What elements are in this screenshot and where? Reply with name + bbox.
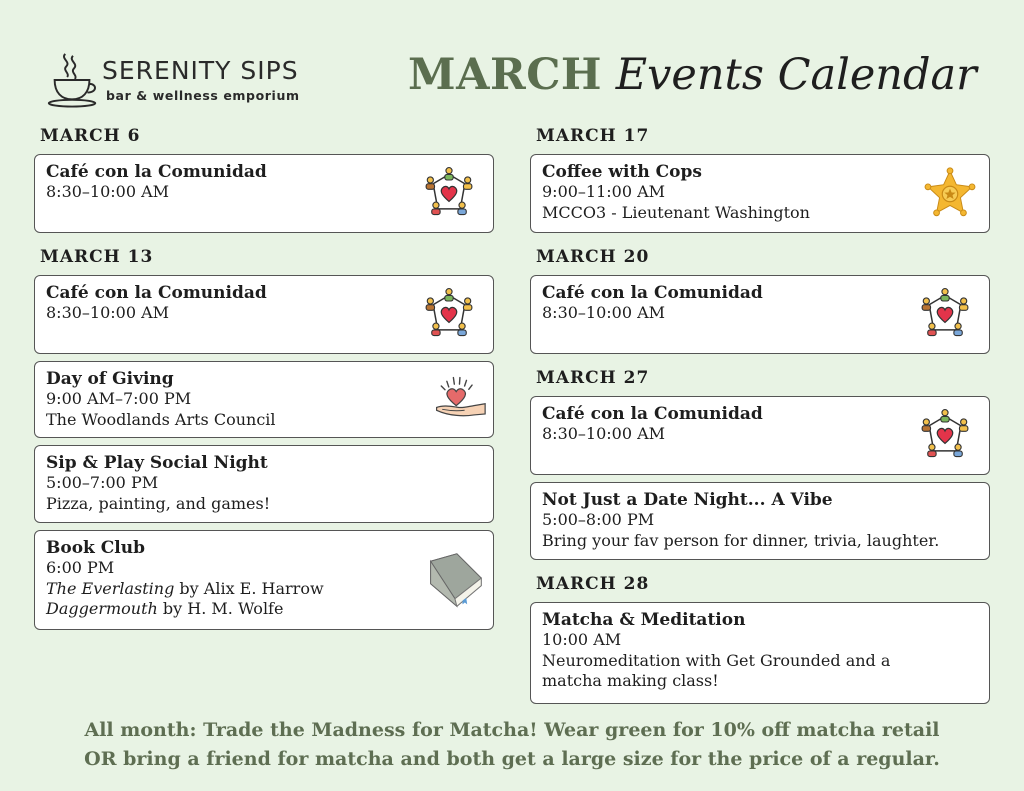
community-heart-icon bbox=[917, 287, 973, 343]
right-column bbox=[530, 126, 990, 711]
event-card bbox=[530, 154, 990, 233]
event-time: 10:00 AM bbox=[542, 630, 622, 649]
event-name: Not Just a Date Night... A Vibe bbox=[542, 490, 833, 510]
event-card bbox=[34, 445, 494, 523]
date-heading: MARCH 17 bbox=[536, 126, 650, 146]
date-heading: MARCH 20 bbox=[536, 247, 650, 267]
title-month: MARCH bbox=[408, 50, 603, 100]
event-time: 5:00–8:00 PM bbox=[542, 510, 655, 529]
event-detail: MCCO3 - Lieutenant Washington bbox=[542, 202, 810, 222]
event-name: Day of Giving bbox=[46, 369, 174, 389]
title-rest: Events Calendar bbox=[615, 50, 977, 100]
coffee-cup-icon bbox=[44, 50, 102, 110]
page-title bbox=[408, 50, 977, 100]
brand-name: SERENITY SIPS bbox=[102, 56, 299, 85]
event-name: Café con la Comunidad bbox=[542, 283, 763, 303]
event-time: 9:00–11:00 AM bbox=[542, 182, 666, 201]
event-time: 8:30–10:00 AM bbox=[46, 182, 170, 201]
community-heart-icon bbox=[421, 166, 477, 222]
sheriff-star-icon bbox=[921, 165, 979, 223]
event-time: 5:00–7:00 PM bbox=[46, 473, 159, 492]
brand-tagline: bar & wellness emporium bbox=[106, 88, 300, 103]
book-icon bbox=[425, 550, 485, 610]
event-name: Matcha & Meditation bbox=[542, 610, 746, 630]
event-detail: Bring your fav person for dinner, trivia, laughter. bbox=[542, 530, 940, 550]
brand-logo bbox=[44, 50, 344, 112]
event-detail: Neuromeditation with Get Grounded and a bbox=[542, 650, 891, 670]
event-card bbox=[34, 275, 494, 354]
promo-line: All month: Trade the Madness for Matcha! Wear green for 10% off matcha retail bbox=[84, 719, 940, 741]
event-detail: Pizza, painting, and games! bbox=[46, 493, 271, 513]
book-title: The Everlasting bbox=[46, 578, 175, 598]
date-heading: MARCH 28 bbox=[536, 574, 650, 594]
event-name: Café con la Comunidad bbox=[46, 162, 267, 182]
book-author: by H. M. Wolfe bbox=[157, 599, 284, 618]
event-card bbox=[34, 154, 494, 233]
community-heart-icon bbox=[421, 287, 477, 343]
left-column bbox=[34, 126, 494, 637]
event-time: 8:30–10:00 AM bbox=[46, 303, 170, 322]
promo-line: OR bring a friend for matcha and both get a large size for the price of a regular. bbox=[84, 748, 940, 770]
event-time: 6:00 PM bbox=[46, 558, 115, 577]
event-time: 8:30–10:00 AM bbox=[542, 303, 666, 322]
event-name: Sip & Play Social Night bbox=[46, 453, 268, 473]
event-card bbox=[530, 396, 990, 475]
event-card bbox=[34, 361, 494, 438]
date-heading: MARCH 27 bbox=[536, 368, 650, 388]
promo-footer bbox=[0, 716, 1024, 774]
event-name: Coffee with Cops bbox=[542, 162, 702, 182]
date-heading: MARCH 6 bbox=[40, 126, 141, 146]
book-line bbox=[46, 579, 482, 600]
event-name: Book Club bbox=[46, 538, 145, 558]
book-title: Daggermouth bbox=[46, 599, 158, 618]
book-line bbox=[46, 599, 482, 620]
event-name: Café con la Comunidad bbox=[542, 404, 763, 424]
event-card bbox=[530, 482, 990, 560]
event-time: 9:00 AM–7:00 PM bbox=[46, 389, 192, 408]
book-author: by Alix E. Harrow bbox=[174, 578, 324, 598]
event-card bbox=[530, 602, 990, 704]
giving-hand-heart-icon bbox=[431, 372, 487, 428]
event-detail: The Woodlands Arts Council bbox=[46, 409, 276, 429]
community-heart-icon bbox=[917, 408, 973, 464]
event-detail: matcha making class! bbox=[542, 671, 719, 690]
event-card bbox=[34, 530, 494, 630]
event-name: Café con la Comunidad bbox=[46, 283, 267, 303]
date-heading: MARCH 13 bbox=[40, 247, 154, 267]
event-card bbox=[530, 275, 990, 354]
event-time: 8:30–10:00 AM bbox=[542, 424, 666, 443]
